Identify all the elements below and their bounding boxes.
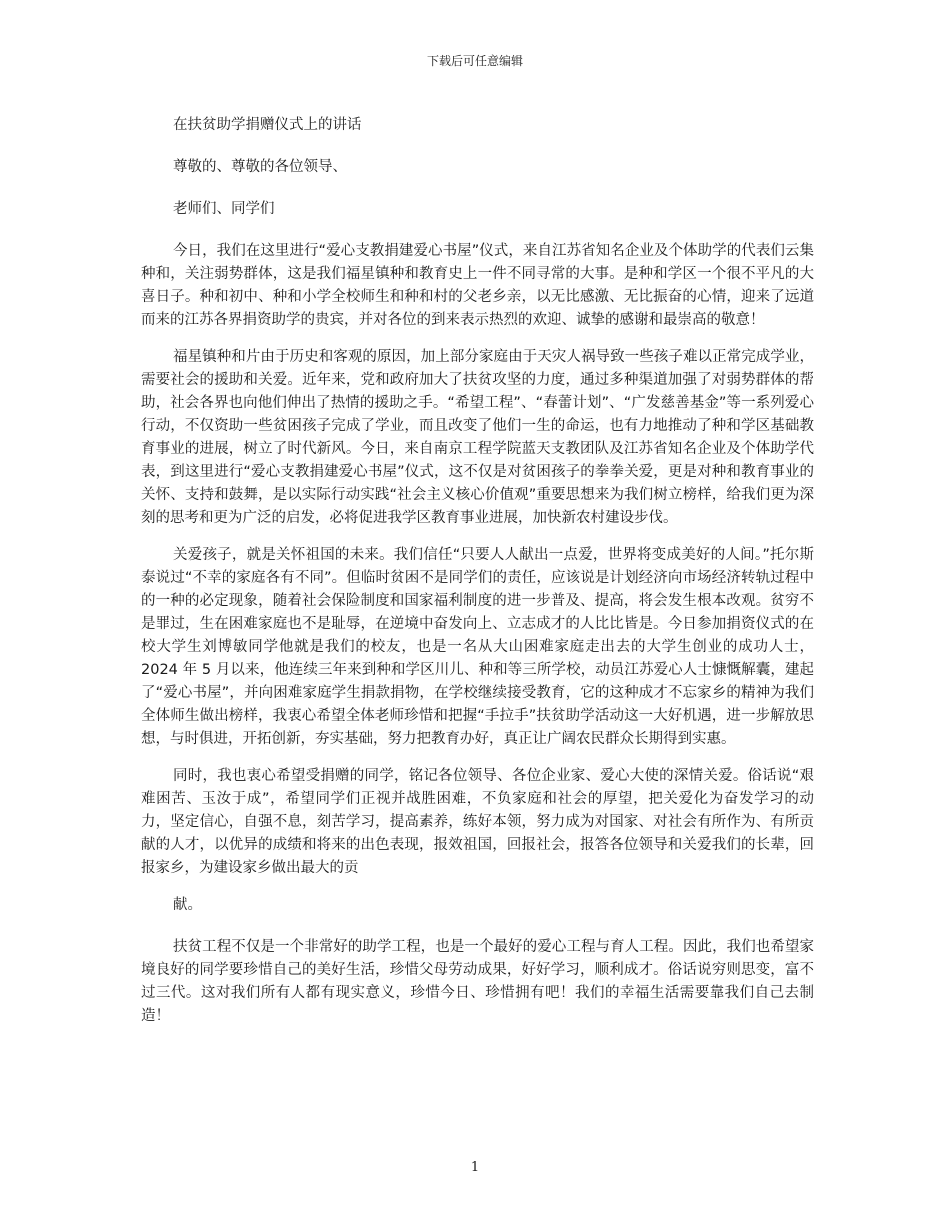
paragraph-closing: 扶贫工程不仅是一个非常好的助学工程，也是一个最好的爱心工程与育人工程。因此，我们也希望家境良好的同学要珍惜自己的美好生活，珍惜父母劳动成果，好好学习，顺利成才。俗话说穷则思变，富不过三代。这对我们所有人都有现实意义，珍惜今日、珍惜拥有吧！我们的幸福生活需要靠我们自己去制造！ [141,939,814,1024]
paragraph-fragment: 献。 [173,897,202,913]
salutation-teachers-students: 老师们、同学们 [173,201,275,217]
document-body [141,114,814,1042]
paragraph-caring-children: 关爱孩子，就是关怀祖国的未来。我们信任“只要人人献出一点爱，世界将变成美好的人间。”托尔斯泰说过“不幸的家庭各有不同”。但临时贫困不是同学们的责任，应该说是计划经济向市场经济转轨过程中的一种的必定现象，随着社会保险制度和国家福利制度的进一步普及、提高，将会发生根本改观。贫穷不是罪过，生在困难家庭也不是耻辱，在逆境中奋发向上、立志成才的人比比皆是。今日参加捐资仪式的在校大学生刘博敏同学他就是我们的校友，也是一名从大山困难家庭走出去的大学生创业的成功人士，2024 年 5 月以来，他连续三年来到种和学区川儿、种和等三所学校，动员江苏爱心人士慷慨解囊，建起了“爱心书屋”，并向困难家庭学生捐款捐物，在学校继续接受教育，它的这种成才不忘家乡的精神为我们全体师生做出榜样，我衷心希望全体老师珍惜和把握“手拉手”扶贫助学活动这一大好机遇，进一步解放思想，与时俱进，开拓创新，夯实基础，努力把教育办好，真正让广阔农民群众长期得到实惠。 [141,547,814,747]
document-title: 在扶贫助学捐赠仪式上的讲话 [173,117,362,133]
paragraph-opening: 今日，我们在这里进行“爱心支教捐建爱心书屋”仪式，来自江苏省知名企业及个体助学的代表们云集种和，关注弱势群体，这是我们福星镇种和教育史上一件不同寻常的大事。是种和学区一个很不平凡的大喜日子。种和初中、种和小学全校师生和种和村的父老乡亲，以无比感激、无比振奋的心情，迎来了远道而来的江苏各界捐资助学的贵宾，并对各位的到来表示热烈的欢迎、诚挚的感谢和最崇高的敬意！ [141,243,814,328]
paragraph-background: 福星镇种和片由于历史和客观的原因，加上部分家庭由于天灾人祸导致一些孩子难以正常完成学业，需要社会的援助和关爱。近年来，党和政府加大了扶贫攻坚的力度，通过多种渠道加强了对弱势群体的帮助，社会各界也向他们伸出了热情的援助之手。“希望工程”、“春蕾计划”、“广发慈善基金”等一系列爱心行动，不仅资助一些贫困孩子完成了学业，而且改变了他们一生的命运，也有力地推动了种和学区基础教育事业的进展，树立了时代新风。今日，来自南京工程学院蓝天支教团队及江苏省知名企业及个体助学代表，到这里进行“爱心支教捐建爱心书屋”仪式，这不仅是对贫困孩子的拳拳关爱，更是对种和教育事业的关怀、支持和鼓舞，是以实际行动实践“社会主义核心价值观”重要思想来为我们树立榜样，给我们更为深刻的思考和更为广泛的启发，必将促进我学区教育事业进展，加快新农村建设步伐。 [141,349,814,526]
editable-download-note: 下载后可任意编辑 [426,54,523,68]
salutation-leaders: 尊敬的、尊敬的各位领导、 [173,159,347,175]
page-number: 1 [470,1160,480,1175]
paragraph-message-to-students: 同时，我也衷心希望受捐赠的同学，铭记各位领导、各位企业家、爱心大使的深情关爱。俗话说“艰难困苦、玉汝于成”，希望同学们正视并战胜困难，不负家庭和社会的厚望，把关爱化为奋发学习的动力，坚定信心，自强不息，刻苦学习，提高素养，练好本领，努力成为对国家、对社会有所作为、有所贡献的人才，以优异的成绩和将来的出色表现，报效祖国，回报社会，报答各位领导和关爱我们的长辈，回报家乡，为建设家乡做出最大的贡 [141,768,814,876]
